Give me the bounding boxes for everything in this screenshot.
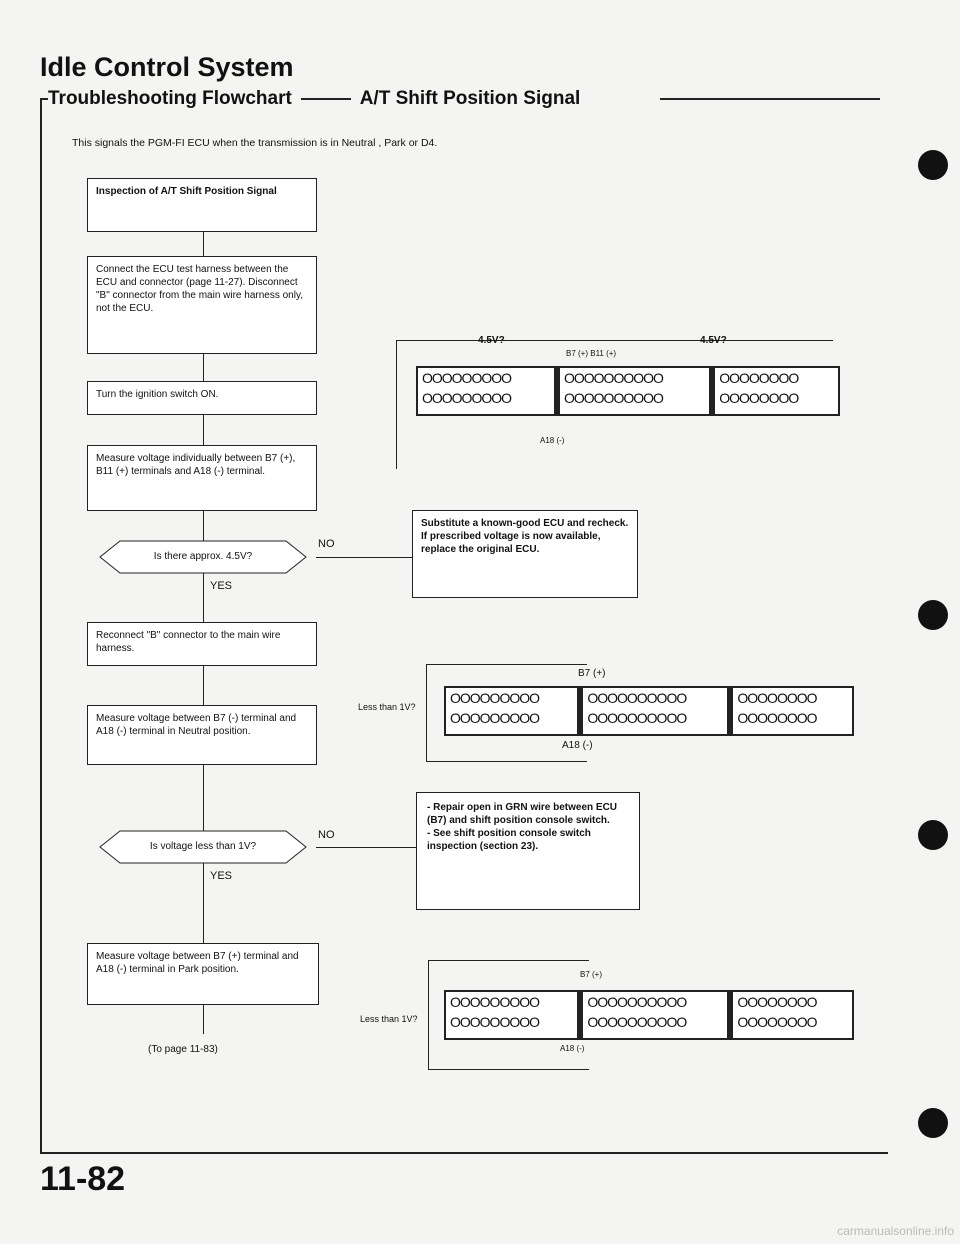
connector-2-block-a: OOOOOOOOO OOOOOOOOO [446,688,583,734]
intro-text: This signals the PGM-FI ECU when the transmission is in Neutral , Park or D4. [72,137,438,149]
connector-2-block-c: OOOOOOOO OOOOOOOO [737,690,817,726]
watermark: carmanualsonline.info [837,1224,954,1238]
connector-2 [444,686,854,736]
step-ignition-on: Turn the ignition switch ON. [87,381,317,415]
substitute-ecu: Substitute a known-good ECU and recheck. If prescribed voltage is now available, replace the original ECU. [412,510,638,598]
connector-3 [444,990,854,1040]
connector-3-bottom-label: A18 (-) [560,1044,585,1053]
yes-label-1: YES [210,580,233,592]
step-measure-neutral: Measure voltage between B7 (-) terminal and A18 (-) terminal in Neutral position. [87,705,317,765]
connector-1-top-label: B7 (+) B11 (+) [566,349,617,358]
step-measure-park: Measure voltage between B7 (+) terminal and A18 (-) terminal in Park position. [87,943,319,1005]
step-inspection: Inspection of A/T Shift Position Signal [87,178,317,232]
margin-dot-4 [918,1108,948,1138]
decision-4-5v-text: Is there approx. 4.5V? [153,551,253,562]
connector-1-voltage-right: 4.5V? [700,335,727,346]
connector-2-block-b: OOOOOOOOOO OOOOOOOOOO [583,688,733,734]
see-switch-inspection: - See shift position console switch inspection (section 23). [427,828,591,852]
connector-1-block-a: OOOOOOOOO OOOOOOOOO [418,368,560,414]
connector-3-top-label: B7 (+) [580,970,603,979]
connector-2-bottom-label: A18 (-) [562,740,593,751]
page-number: 11-82 [40,1160,126,1198]
no-branch-line-2 [316,847,416,848]
left-margin-rule [40,98,42,1152]
decision-less-than-1v-text: Is voltage less than 1V? [149,841,257,852]
section-heading [48,88,580,110]
step-connect-harness: Connect the ECU test harness between the ECU and connector (page 11-27). Disconnect "B" connector from the main wire harness only, not the ECU. [87,256,317,354]
step-reconnect: Reconnect "B" connector to the main wire harness. [87,622,317,666]
yes-label-2: YES [210,870,233,882]
section-label: Troubleshooting Flowchart [48,88,292,109]
connector-3-block-b: OOOOOOOOOO OOOOOOOOOO [583,992,733,1038]
no-label-2: NO [318,829,335,841]
to-next-page: (To page 11-83) [148,1044,218,1055]
connector-2-side-label: Less than 1V? [358,702,416,712]
connector-1-block-b: OOOOOOOOOO OOOOOOOOOO [560,368,715,414]
repair-open-wire: - Repair open in GRN wire between ECU (B7) and shift position console switch. [427,802,618,826]
connector-3-block-a: OOOOOOOOO OOOOOOOOO [446,992,583,1038]
repair-box [416,792,640,910]
no-branch-line-1 [316,557,412,558]
bottom-rule [40,1152,888,1154]
no-label-1: NO [318,538,335,550]
connector-1-voltage-left: 4.5V? [478,335,505,346]
connector-1-block-c: OOOOOOOO OOOOOOOO [719,370,799,406]
margin-dot-2 [918,600,948,630]
heading-rule-right [660,98,880,100]
step-measure-voltage: Measure voltage individually between B7 (+), B11 (+) terminals and A18 (-) terminal. [87,445,317,511]
topic-label: A/T Shift Position Signal [359,88,581,109]
connector-1-bottom-label: A18 (-) [540,436,565,445]
connector-1 [416,366,840,416]
connector-3-block-c: OOOOOOOO OOOOOOOO [737,994,817,1030]
connector-3-side-label: Less than 1V? [360,1014,418,1024]
margin-dot-3 [918,820,948,850]
margin-dot-1 [918,150,948,180]
connector-2-top-label: B7 (+) [578,668,606,679]
page-title: Idle Control System [40,52,294,82]
